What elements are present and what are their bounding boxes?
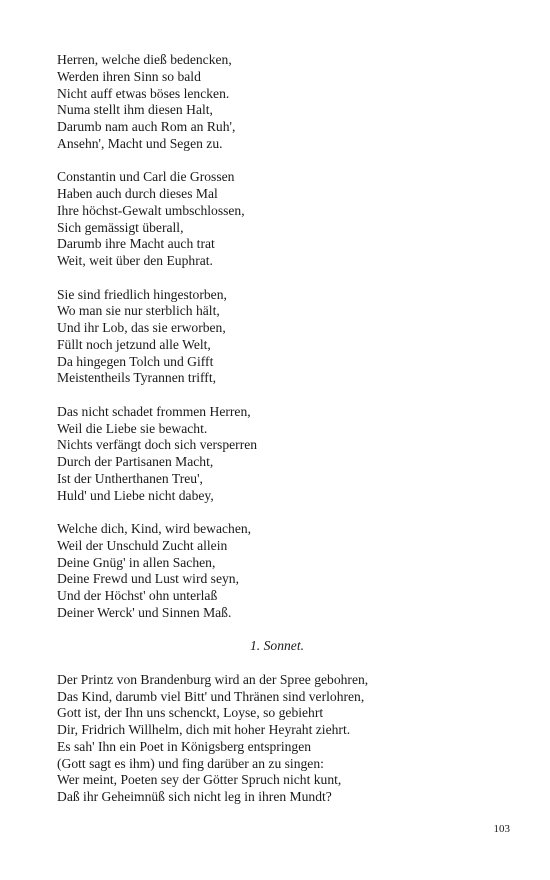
sonnet-line: Daß ihr Geheimnüß sich nicht leg in ihren Mundt? — [57, 789, 332, 804]
poem-line: Meistentheils Tyrannen trifft, — [57, 370, 216, 386]
poem-line: Füllt noch jetzund alle Welt, — [57, 336, 211, 352]
sonnet-heading: 1. Sonnet. — [250, 638, 304, 654]
poem-line: Deiner Werck' und Sinnen Maß. — [57, 604, 232, 620]
poem-line: Huld' und Liebe nicht dabey, — [57, 487, 214, 503]
sonnet-line: Das Kind, darumb viel Bitt' und Thränen sind verlohren, — [57, 688, 365, 704]
stanza-3 — [57, 287, 497, 388]
poem-line: Darumb nam auch Rom an Ruh', — [57, 119, 236, 134]
sonnet-body — [57, 672, 497, 806]
poem-line: Constantin und Carl die Grossen — [57, 169, 235, 185]
poem-line: Wo man sie nur sterblich hält, — [57, 303, 220, 319]
poem-line: Und der Höchst' ohn unterlaß — [57, 588, 218, 603]
poem-line: Deine Gnüg' in allen Sachen, — [57, 554, 216, 570]
page-number: 103 — [493, 823, 510, 835]
poem-line: Numa stellt ihm diesen Halt, — [57, 102, 213, 118]
poem-line: Ansehn', Macht und Segen zu. — [57, 135, 223, 151]
poem-line: Herren, welche dieß bedencken, — [57, 52, 232, 67]
poem-line: Haben auch durch dieses Mal — [57, 186, 218, 201]
poem-line: Und ihr Lob, das sie erworben, — [57, 320, 226, 335]
poem-line: Welche dich, Kind, wird bewachen, — [57, 521, 252, 536]
poem-line: Darumb ihre Macht auch trat — [57, 236, 215, 252]
poem-line: Sich gemässigt überall, — [57, 219, 184, 235]
stanza-1 — [57, 52, 497, 153]
poem-line: Weil die Liebe sie bewacht. — [57, 420, 208, 436]
poem-line: Sie sind friedlich hingestorben, — [57, 286, 227, 302]
poem-text — [57, 52, 497, 823]
sonnet-line: Der Printz von Brandenburg wird an der Spree gebohren, — [57, 671, 369, 687]
poem-line: Durch der Partisanen Macht, — [57, 454, 214, 469]
poem-line: Ist der Untherthanen Treu', — [57, 470, 203, 486]
poem-line: Weit, weit über den Euphrat. — [57, 253, 213, 268]
poem-line: Deine Frewd und Lust wird seyn, — [57, 571, 239, 587]
poem-line: Weil der Unschuld Zucht allein — [57, 537, 228, 553]
stanza-4 — [57, 404, 497, 505]
poem-line: Nichts verfängt doch sich versperren — [57, 437, 258, 453]
poem-line: Werden ihren Sinn so bald — [57, 68, 201, 84]
poem-line: Das nicht schadet frommen Herren, — [57, 403, 251, 419]
stanza-2 — [57, 169, 497, 270]
poem-line: Da hingegen Tolch und Gifft — [57, 353, 214, 369]
sonnet-line: Gott ist, der Ihn uns schenckt, Loyse, so gebiehrt — [57, 705, 324, 721]
sonnet-line: Dir, Fridrich Willhelm, dich mit hoher Heyraht ziehrt. — [57, 722, 351, 737]
sonnet-line: Wer meint, Poeten sey der Götter Spruch nicht kunt, — [57, 772, 342, 788]
poem-line: Ihre höchst-Gewalt umbschlossen, — [57, 202, 245, 218]
stanza-5 — [57, 521, 497, 622]
poem-line: Nicht auff etwas böses lencken. — [57, 85, 230, 101]
sonnet-line: Es sah' Ihn ein Poet in Königsberg entspringen — [57, 738, 312, 754]
sonnet-line: (Gott sagt es ihm) und fing darüber an zu singen: — [57, 755, 324, 771]
